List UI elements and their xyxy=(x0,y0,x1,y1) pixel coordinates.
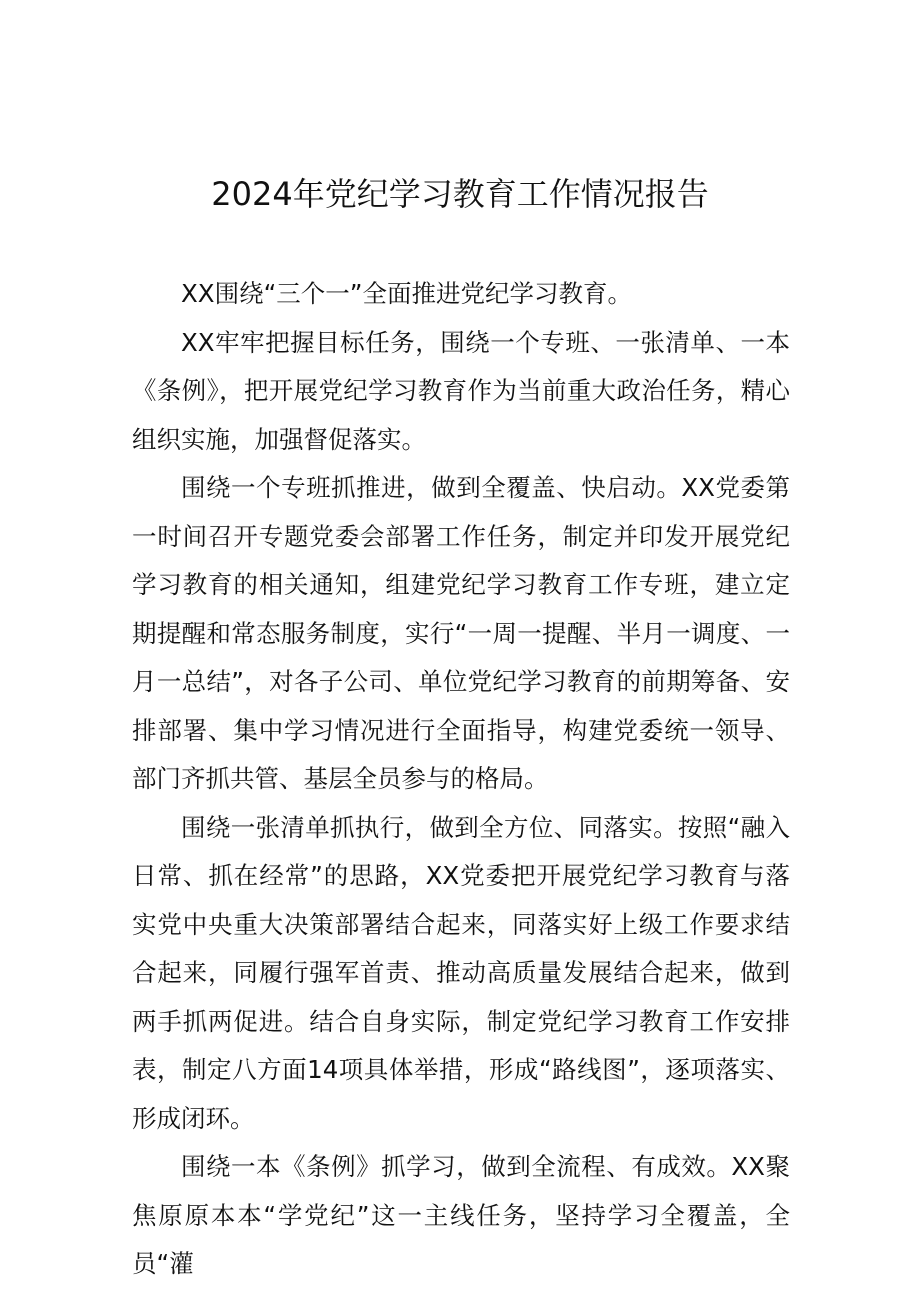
paragraph-intro: XX围绕“三个一”全面推进党纪学习教育。 xyxy=(181,279,632,308)
paragraph-checklist: 围绕一张清单抓执行，做到全方位、同落实。按照“融入日常、抓在经常”的思路，XX党委把开展党纪学习教育与落实党中央重大决策部署结合起来，同落实好上级工作要求结合起来，同履行强军首责、推动高质量发展结合起来，做到两手抓两促进。结合自身实际，制定党纪学习教育工作安排表，制定八方面14项具体举措，形成“路线图”，逐项落实、形成闭环。 xyxy=(132,812,790,1133)
document-body xyxy=(132,270,790,1289)
paragraph-targets: XX牢牢把握目标任务，围绕一个专班、一张清单、一本《条例》，把开展党纪学习教育作为当前重大政治任务，精心组织实施，加强督促落实。 xyxy=(132,327,790,454)
paragraph-regulations: 围绕一本《条例》抓学习，做到全流程、有成效。XX聚焦原原本本“学党纪”这一主线任务，坚持学习全覆盖，全员“灌 xyxy=(132,1152,790,1278)
document-title: 2024年党纪学习教育工作情况报告 xyxy=(211,175,709,213)
paragraph-task-force: 围绕一个专班抓推进，做到全覆盖、快启动。XX党委第一时间召开专题党委会部署工作任务，制定并印发开展党纪学习教育的相关通知，组建党纪学习教育工作专班，建立定期提醒和常态服务制度，实行“一周一提醒、半月一调度、一月一总结”，对各子公司、单位党纪学习教育的前期筹备、安排部署、集中学习情况进行全面指导，构建党委统一领导、部门齐抓共管、基层全员参与的格局。 xyxy=(132,473,790,793)
